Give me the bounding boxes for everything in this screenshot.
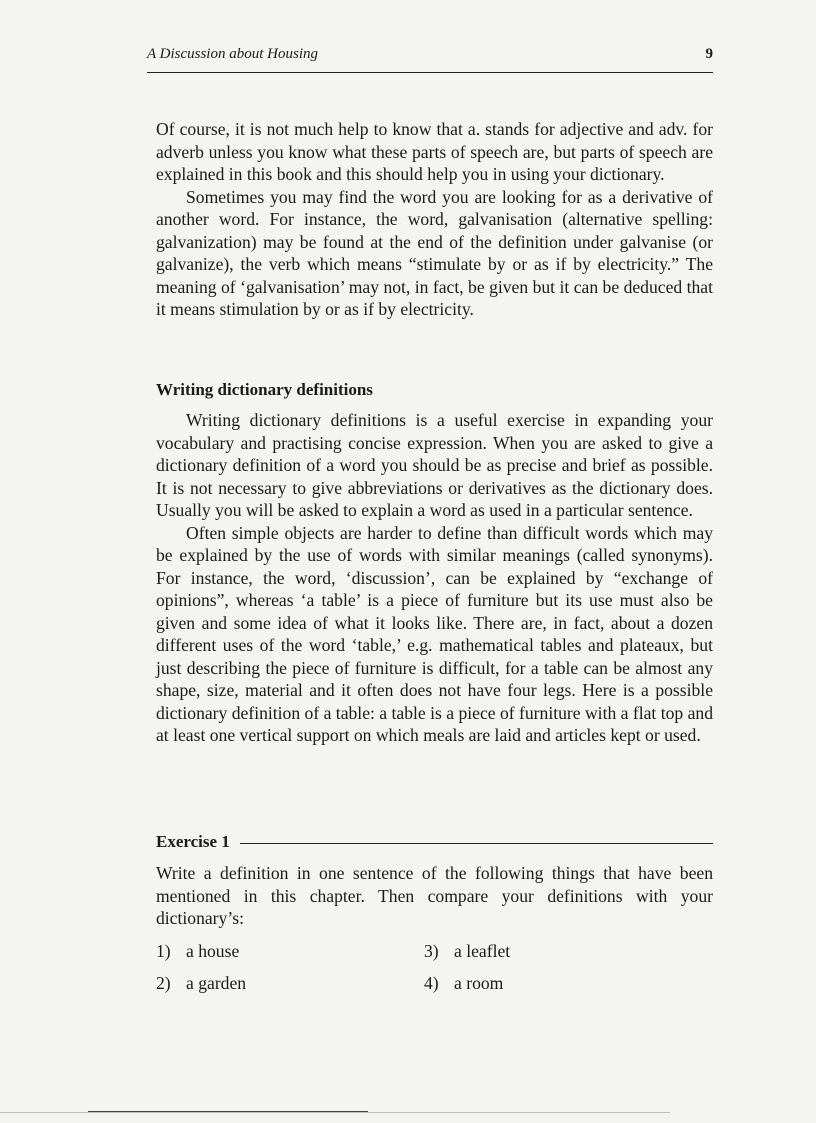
exercise-item-text: a garden (186, 973, 247, 993)
section-heading: Writing dictionary definitions (156, 380, 373, 399)
header-rule (147, 72, 713, 73)
section-paragraph-1: Writing dictionary definitions is a useful exercise in expanding your vocabulary and practising concise expression. When you are asked to give a dictionary definition of a word you should be as precise and brief as possible. It is not necessary to give abbreviations or derivatives as the dictionary does. Usually you will be asked to explain a word as used in a particular sentence. (156, 410, 713, 520)
running-head (147, 46, 713, 63)
running-head-title: A Discussion about Housing (147, 46, 318, 62)
exercise-item (424, 935, 510, 967)
exercise-instructions (156, 862, 713, 930)
exercise-item-text: a house (186, 941, 240, 961)
exercise-item (156, 935, 239, 967)
exercise-title: Exercise 1 (156, 832, 230, 851)
exercise-instructions-text: Write a definition in one sentence of the following things that have been mentioned in this chapter. Then compare your definitions with your dictionary’s: (156, 863, 713, 928)
exercise-item-number: 2) (156, 973, 171, 993)
intro-text (156, 118, 713, 321)
page-number: 9 (705, 46, 713, 62)
exercise-rule (240, 843, 713, 844)
intro-paragraph-1: Of course, it is not much help to know that a. stands for adjective and adv. for adverb unless you know what these parts of speech are, but parts of speech are explained in this book and this should help you in using your dictionary. (156, 119, 713, 184)
section-text (156, 409, 713, 747)
intro-paragraph-2: Sometimes you may find the word you are looking for as a derivative of another word. For instance, the word, galvanisation (alternative spelling: galvanization) may be found at the end of the definition under galvanise (or galvanize), the verb which means “stimulate by or as if by electricity.” The meaning of ‘galvanisation’ may not, in fact, be given but it can be deduced that it means stimulation by or as if by electricity. (156, 186, 713, 319)
exercise-item-text: a leaflet (454, 941, 511, 961)
exercise-heading (156, 832, 713, 852)
scan-edge-line-dark (88, 1111, 368, 1112)
exercise-item-text: a room (454, 973, 504, 993)
exercise-item (424, 967, 503, 999)
scan-edge-line (0, 1112, 670, 1113)
exercise-item-number: 3) (424, 941, 439, 961)
exercise-item-number: 1) (156, 941, 171, 961)
section-paragraph-2: Often simple objects are harder to define than difficult words which may be explained by the use of words with similar meanings (called synonyms). For instance, the word, ‘discussion’, can be explained by “exchange of opinions”, whereas ‘a table’ is a piece of furniture but its use must also be given and some idea of what it looks like. There are, in fact, about a dozen different uses of the word ‘table,’ e.g. mathematical tables and plateaux, but just describing the piece of furniture is difficult, for a table can be almost any shape, size, material and it often does not have four legs. Here is a possible dictionary definition of a table: a table is a piece of furniture with a flat top and at least one vertical support on which meals are laid and articles kept or used. (156, 522, 713, 745)
exercise-item (156, 967, 246, 999)
exercise-item-number: 4) (424, 973, 439, 993)
